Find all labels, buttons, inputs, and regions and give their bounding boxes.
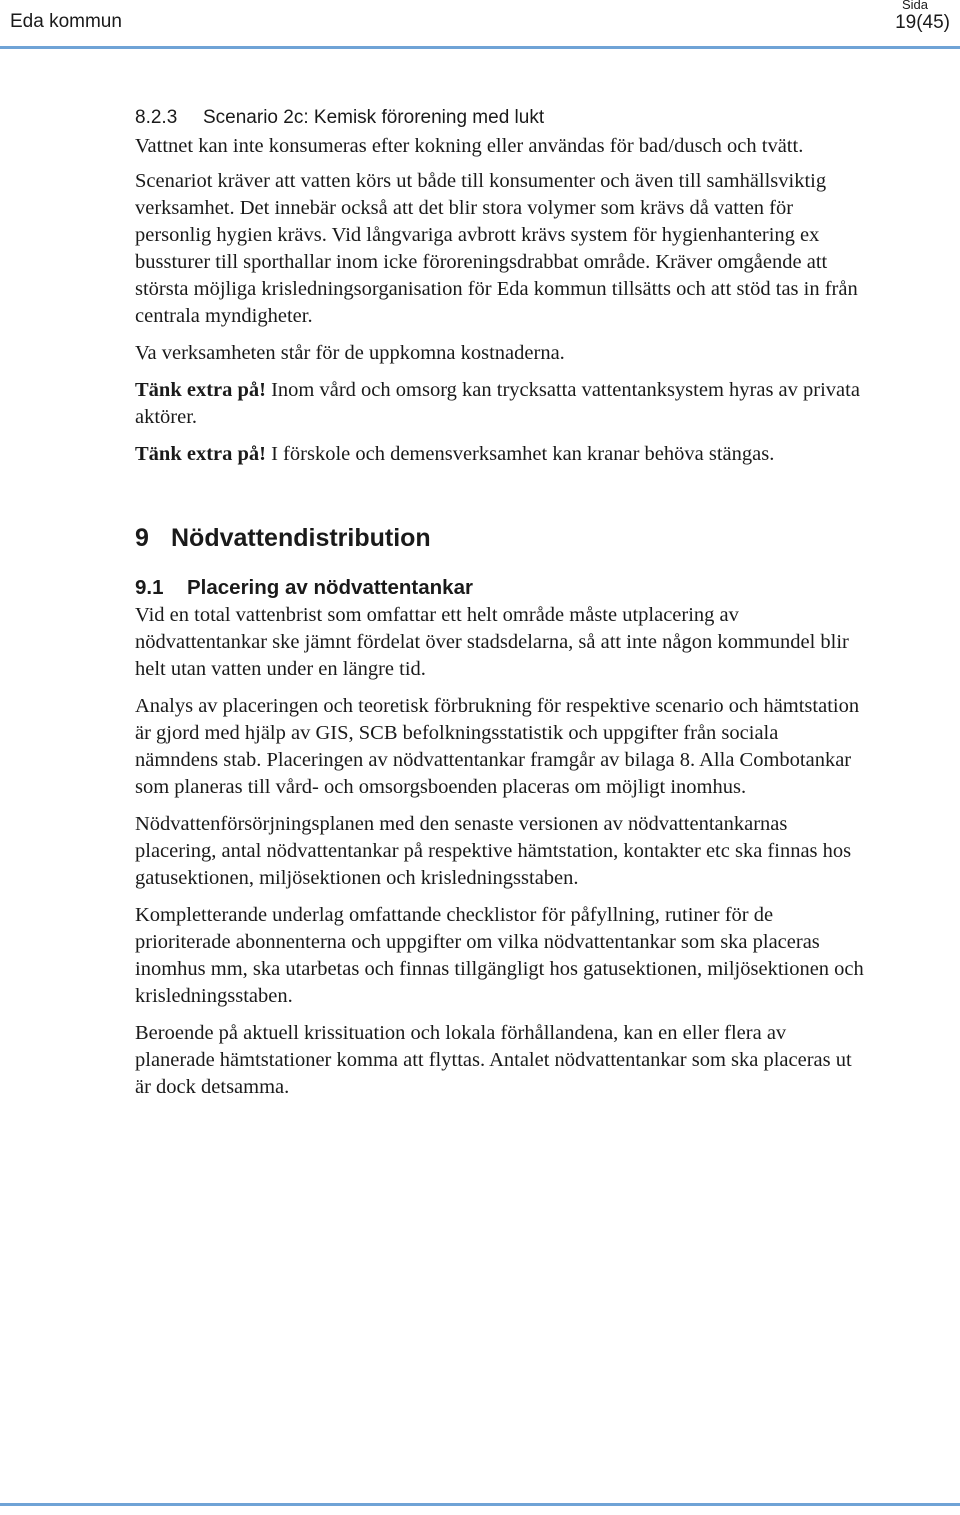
paragraph: Vid en total vattenbrist som omfattar ett helt område måste utplacering av nödvattentankar ske jämnt fördelat över stadsdelarna, så att inte någon kommundel blir helt utan vatten under en längre tid. (135, 604, 849, 680)
header-page-number: 19(45) (895, 12, 950, 33)
document-body (135, 104, 865, 1111)
section-heading-9-1 (135, 574, 865, 602)
header-organization: Eda kommun (10, 11, 122, 32)
header-page-label: Sida (901, 0, 928, 12)
header-divider (0, 46, 960, 49)
page-header (0, 0, 960, 60)
section-number: 8.2.3 (135, 107, 178, 128)
note-label: Tänk extra på! (135, 379, 266, 401)
note-text: Inom vård och omsorg kan trycksatta vattentanksystem hyras av privata aktörer. (135, 379, 860, 428)
chapter-heading-9 (135, 522, 865, 554)
paragraph: Beroende på aktuell krissituation och lokala förhållandena, kan en eller flera av planerade hämtstationer komma att flyttas. Antalet nödvattentankar som ska placeras ut är dock detsamma. (135, 1022, 852, 1098)
note-text: I förskole och demensverksamhet kan kranar behöva stängas. (265, 443, 775, 465)
section-heading-8-2-3 (135, 104, 865, 131)
paragraph: Nödvattenförsörjningsplanen med den senaste versionen av nödvattentankarnas placering, antal nödvattentankar på respektive hämtstation, kontakter etc ska finnas hos gatusektionen, miljösektionen och krisledningsstaben. (135, 813, 852, 889)
paragraph: Kompletterande underlag omfattande checklistor för påfyllning, rutiner för de prioriterade abonnenterna och uppgifter om vilka nödvattentankar som ska placeras inomhus mm, ska utarbetas och finnas tillgängligt hos gatusektionen, miljösektionen och krisledningsstaben. (135, 904, 864, 1007)
section-title: Scenario 2c: Kemisk förorening med lukt (203, 107, 545, 128)
section-title: Placering av nödvattentankar (187, 576, 473, 599)
footer-divider (0, 1503, 960, 1506)
paragraph: Vattnet kan inte konsumeras efter kokning eller användas för bad/dusch och tvätt. (135, 135, 804, 157)
note-paragraph (135, 441, 865, 468)
section-number: 9.1 (135, 576, 164, 599)
paragraph: Scenariot kräver att vatten körs ut både till konsumenter och även till samhällsviktig verksamhet. Det innebär också att det blir stora volymer som krävs då vatten för personlig hygien krävs. Vid långvariga avbrott krävs system för hygienhantering ex bussturer till sporthallar inom icke föroreningsdrabbat område. Kräver omgående att största möjliga krisledningsorganisation för Eda kommun tillsätts och att stöd tas in från centrala myndigheter. (135, 170, 858, 327)
chapter-number: 9 (135, 524, 149, 552)
note-label: Tänk extra på! (135, 443, 266, 465)
paragraph: Va verksamheten står för de uppkomna kostnaderna. (135, 342, 565, 364)
chapter-title: Nödvattendistribution (171, 524, 431, 552)
note-paragraph (135, 377, 865, 431)
paragraph: Analys av placeringen och teoretisk förbrukning för respektive scenario och hämtstation är gjord med hjälp av GIS, SCB befolkningsstatistik och uppgifter från sociala nämndens stab. Placeringen av nödvattentankar framgår av bilaga 8. Alla Combotankar som planeras till vård- och omsorgsboenden placeras om möjligt inomhus. (135, 695, 860, 798)
